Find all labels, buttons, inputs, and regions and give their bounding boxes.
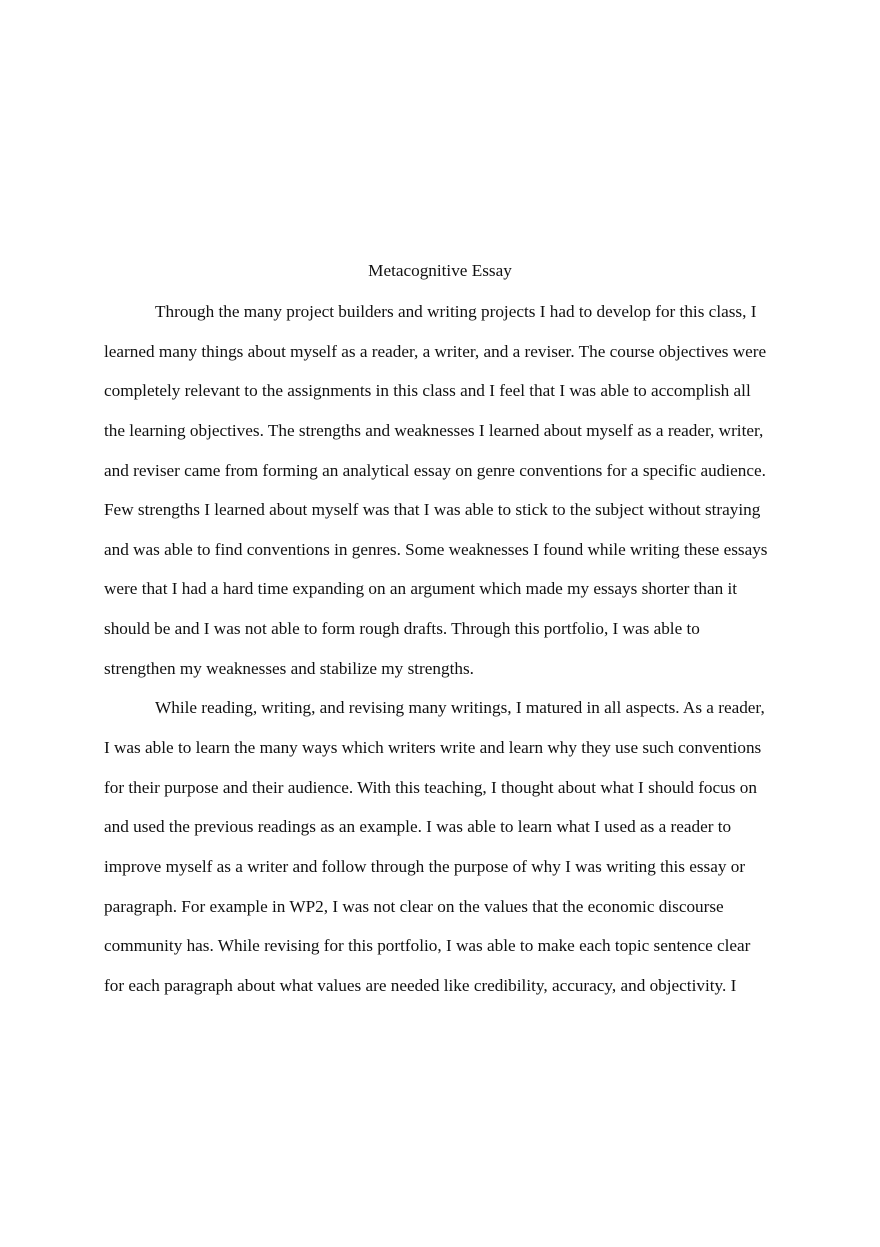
paragraph-line: were that I had a hard time expanding on an argument which made my essays shorter than it [104,579,738,599]
document-title: Metacognitive Essay [368,261,512,280]
paragraph-line: and reviser came from forming an analytical essay on genre conventions for a specific audience. [104,460,766,480]
paragraph-line: for each paragraph about what values are needed like credibility, accuracy, and objectivity. I [104,975,737,995]
document-body [104,301,784,1015]
paragraph-line: for their purpose and their audience. With this teaching, I thought about what I should focus on [104,777,757,797]
paragraph-line: Through the many project builders and writing projects I had to develop for this class, I [155,302,757,321]
paragraph-line: improve myself as a writer and follow through the purpose of why I was writing this essay or [104,856,746,876]
paragraph-line: learned many things about myself as a reader, a writer, and a reviser. The course objectives were [104,341,767,361]
paragraph [104,697,784,1014]
paragraph [104,301,784,697]
paragraph-line: While reading, writing, and revising many writings, I matured in all aspects. As a reader, [155,698,765,718]
paragraph-line: the learning objectives. The strengths and weaknesses I learned about myself as a reader, writer, [104,420,764,440]
paragraph-line: and was able to find conventions in genres. Some weaknesses I found while writing these essays [104,539,768,559]
paragraph-line: paragraph. For example in WP2, I was not clear on the values that the economic discourse [104,896,724,916]
paragraph-line: completely relevant to the assignments in this class and I feel that I was able to accomplish all [104,381,751,401]
paragraph-line: and used the previous readings as an example. I was able to learn what I used as a reader to [104,817,732,837]
paragraph-line: strengthen my weaknesses and stabilize my strengths. [104,658,474,678]
paragraph-line: community has. While revising for this portfolio, I was able to make each topic sentence clear [104,936,751,956]
paragraph-line: I was able to learn the many ways which writers write and learn why they use such conventions [104,738,762,758]
paragraph-line: should be and I was not able to form rough drafts. Through this portfolio, I was able to [104,619,700,639]
paragraph-line: Few strengths I learned about myself was that I was able to stick to the subject without straying [104,500,761,520]
